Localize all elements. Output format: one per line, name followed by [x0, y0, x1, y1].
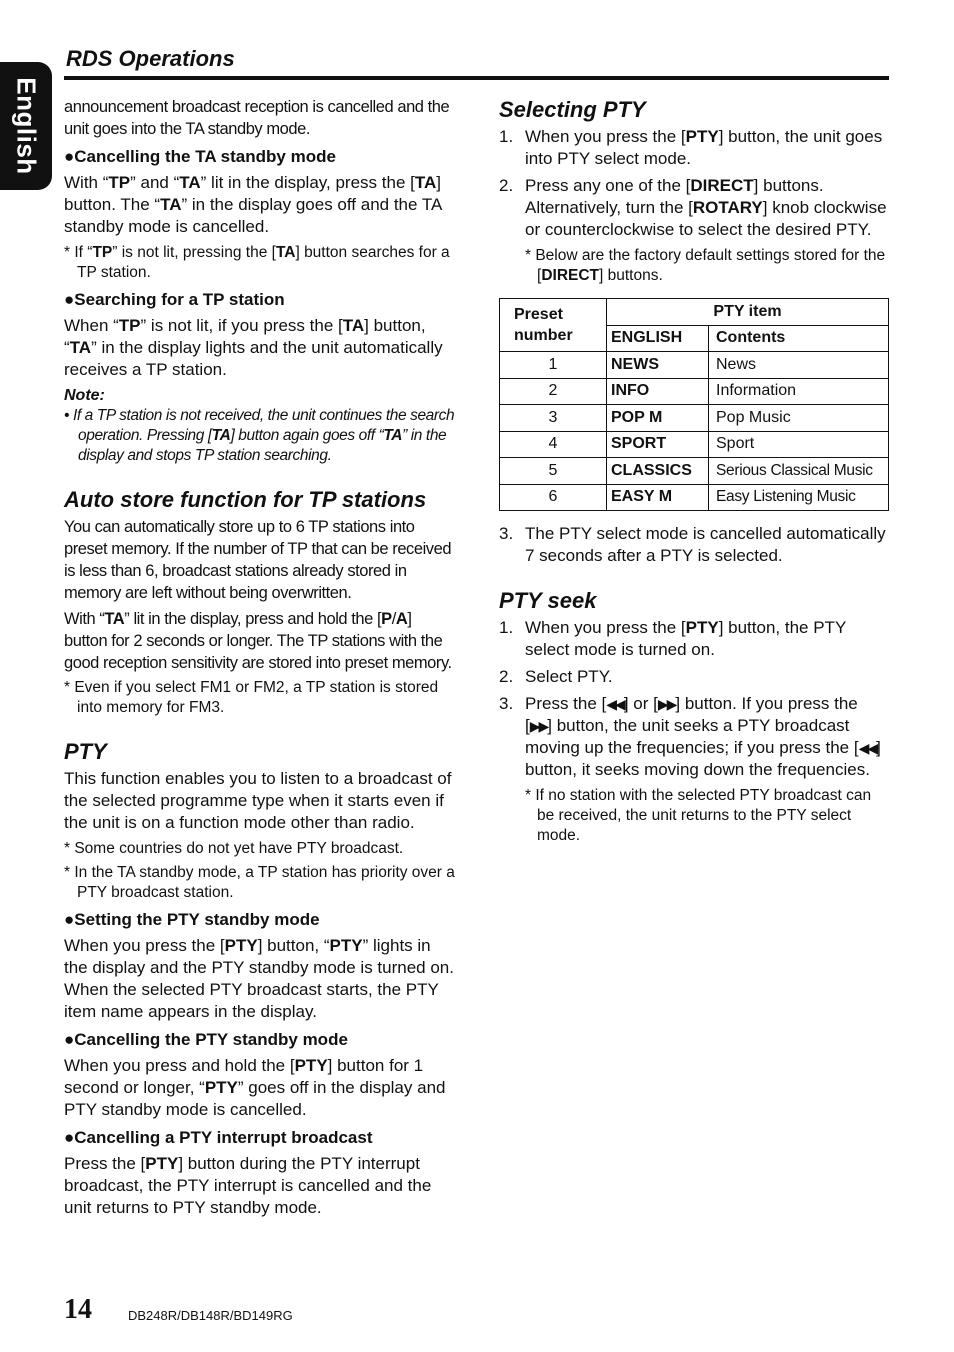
auto-store-title: Auto store function for TP stations: [64, 487, 427, 512]
table-row: 4 SPORT Sport: [500, 431, 889, 458]
cancel-ta-heading: ●Cancelling the TA standby mode: [64, 147, 336, 166]
table-header-contents: Contents: [709, 325, 889, 352]
pty-star-note-1: * Some countries do not yet have PTY broadcast.: [64, 840, 404, 857]
cancel-pty-heading: ●Cancelling the PTY standby mode: [64, 1030, 348, 1049]
left-column: [64, 96, 456, 1224]
pty-text: This function enables you to listen to a broadcast of the selected programme type when it starts even if the unit is on a function mode other than radio.: [64, 769, 452, 832]
table-row: 2 INFO Information: [500, 378, 889, 405]
rewind-icon: ◀◀: [858, 740, 877, 756]
pty-star-note-2: * In the TA standby mode, a TP station has priority over a PTY broadcast station.: [64, 864, 455, 901]
cancel-ta-text: With “TP” and “TA” lit in the display, press the [TA] button. The “TA” in the display goes off and the TA standby mode is cancelled.: [64, 173, 442, 236]
set-pty-heading: ●Setting the PTY standby mode: [64, 910, 320, 929]
search-tp-text: When “TP” is not lit, if you press the [TA] button, “TA” in the display lights and the unit automatically receives a TP station.: [64, 316, 443, 379]
selecting-step-1: 1. When you press the [PTY] button, the unit goes into PTY select mode.: [499, 127, 883, 168]
cancel-pty-text: When you press and hold the [PTY] button for 1 second or longer, “PTY” goes off in the display and PTY standby mode is cancelled.: [64, 1056, 446, 1119]
auto-store-text-2: With “TA” lit in the display, press and hold the [P/A] button for 2 seconds or longer. The TP stations with the good reception sensitivity are stored into preset memory.: [64, 610, 452, 672]
intro-text: announcement broadcast reception is cancelled and the unit goes into the TA standby mode.: [64, 98, 450, 138]
selecting-step-2: 2. Press any one of the [DIRECT] buttons. Alternatively, turn the [ROTARY] knob clockwise or counterclockwise to select the desired PTY.: [499, 176, 887, 239]
seek-star-note: * If no station with the selected PTY broadcast can be received, the unit returns to the PTY select mode.: [525, 787, 872, 844]
selecting-step-3: 3. The PTY select mode is cancelled automatically 7 seconds after a PTY is selected.: [499, 524, 886, 565]
model-number: DB248R/DB148R/BD149RG: [128, 1308, 293, 1323]
selecting-pty-title: Selecting PTY: [499, 97, 646, 122]
language-tab-label: English: [11, 77, 42, 175]
table-header-english: ENGLISH: [607, 325, 709, 352]
cancel-interrupt-text: Press the [PTY] button during the PTY interrupt broadcast, the PTY interrupt is cancelled and the unit returns to PTY standby mode.: [64, 1154, 432, 1217]
rewind-icon: ◀◀: [606, 696, 624, 712]
right-column: [499, 96, 889, 852]
table-header-preset: Preset number: [500, 299, 607, 352]
table-row: 5 CLASSICS Serious Classical Music: [500, 458, 889, 485]
auto-store-star-note: * Even if you select FM1 or FM2, a TP station is stored into memory for FM3.: [64, 679, 439, 716]
pty-seek-title: PTY seek: [499, 588, 597, 613]
selecting-star-note: * Below are the factory default settings stored for the [DIRECT] buttons.: [525, 247, 886, 284]
note-text: • If a TP station is not received, the unit continues the search operation. Pressing [TA] button again goes off “TA” in the display and stops TP station searching.: [64, 407, 455, 464]
fast-forward-icon: ▶▶: [657, 696, 676, 712]
language-tab: [0, 62, 52, 190]
table-row: 3 POP M Pop Music: [500, 405, 889, 432]
table-row: 1 NEWS News: [500, 352, 889, 379]
seek-step-1: 1. When you press the [PTY] button, the PTY select mode is turned on.: [499, 618, 846, 659]
search-tp-heading: ●Searching for a TP station: [64, 290, 285, 309]
table-header-pty-item: PTY item: [607, 299, 889, 326]
pty-table: [499, 298, 889, 511]
table-row: 6 EASY M Easy Listening Music: [500, 484, 889, 511]
page-header-title: RDS Operations: [66, 46, 235, 71]
cancel-ta-star-note: * If “TP” is not lit, pressing the [TA] button searches for a TP station.: [64, 244, 450, 281]
seek-step-2: 2. Select PTY.: [499, 667, 613, 686]
pty-title: PTY: [64, 739, 107, 764]
auto-store-text: You can automatically store up to 6 TP stations into preset memory. If the number of TP that can be received is less than 6, broadcast stations already stored in memory are left without being overwritten.: [64, 518, 452, 602]
header-rule: [64, 76, 889, 80]
set-pty-text: When you press the [PTY] button, “PTY” lights in the display and the PTY standby mode is turned on. When the selected PTY broadcast starts, the PTY item name appears in the display.: [64, 936, 454, 1021]
note-label: Note:: [64, 387, 105, 404]
seek-step-3: 3. Press the [◀◀] or [▶▶] button. If you press the [▶▶] button, the unit seeks a PTY broadcast moving up the frequencies; if you press the [◀◀] button, it seeks moving down the frequencies.: [499, 694, 881, 779]
page-number: 14: [64, 1294, 92, 1325]
fast-forward-icon: ▶▶: [529, 718, 548, 734]
cancel-interrupt-heading: ●Cancelling a PTY interrupt broadcast: [64, 1128, 373, 1147]
